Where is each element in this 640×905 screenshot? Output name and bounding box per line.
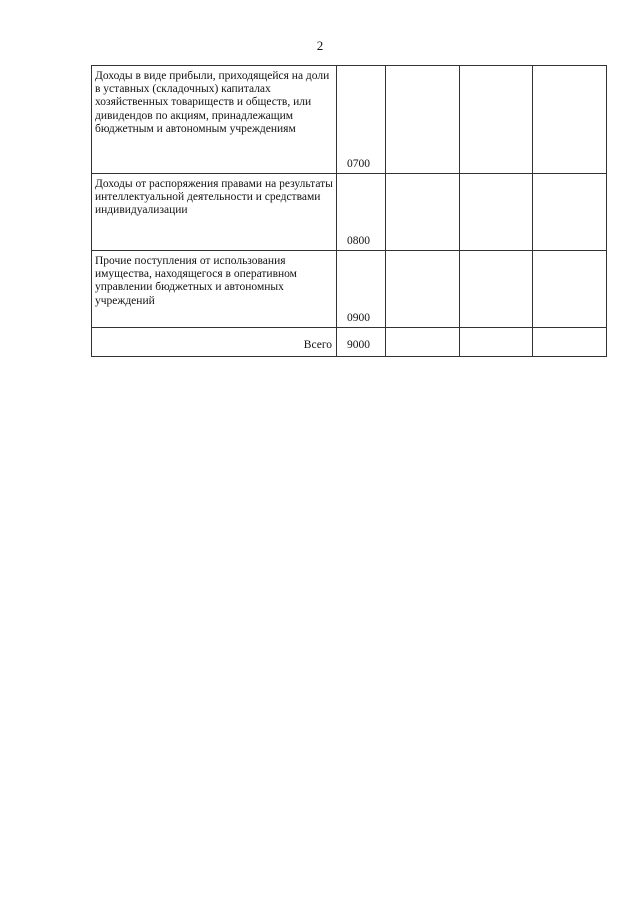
total-value-cell-3 <box>533 328 607 357</box>
row-value-cell-1 <box>386 174 460 251</box>
row-value-cell-3 <box>533 66 607 174</box>
row-value-cell-3 <box>533 251 607 328</box>
row-name-cell: Доходы от распоряжения правами на результаты интеллектуальной деятельности и средствами индивидуализации <box>92 174 337 251</box>
total-value-cell-2 <box>460 328 533 357</box>
total-label-cell: Всего <box>92 328 337 357</box>
row-name-cell: Прочие поступления от использования имущества, находящегося в оперативном управлении бюджетных и автономных учреждений <box>92 251 337 328</box>
table-row <box>92 66 607 174</box>
row-value-cell-1 <box>386 251 460 328</box>
row-name-cell: Доходы в виде прибыли, приходящейся на доли в уставных (складочных) капиталах хозяйственных товариществ и обществ, или дивидендов по акциям, принадлежащим бюджетным и автономным учреждениям <box>92 66 337 174</box>
income-table <box>91 65 607 357</box>
row-value-cell-2 <box>460 174 533 251</box>
row-code-cell: 0900 <box>337 251 386 328</box>
row-code-cell: 0700 <box>337 66 386 174</box>
total-value-cell-1 <box>386 328 460 357</box>
table-row <box>92 251 607 328</box>
page-number: 2 <box>316 38 324 53</box>
row-value-cell-2 <box>460 66 533 174</box>
total-row <box>92 328 607 357</box>
row-value-cell-2 <box>460 251 533 328</box>
table-row <box>92 174 607 251</box>
row-value-cell-1 <box>386 66 460 174</box>
row-value-cell-3 <box>533 174 607 251</box>
row-code-cell: 0800 <box>337 174 386 251</box>
total-code-cell: 9000 <box>337 328 386 357</box>
